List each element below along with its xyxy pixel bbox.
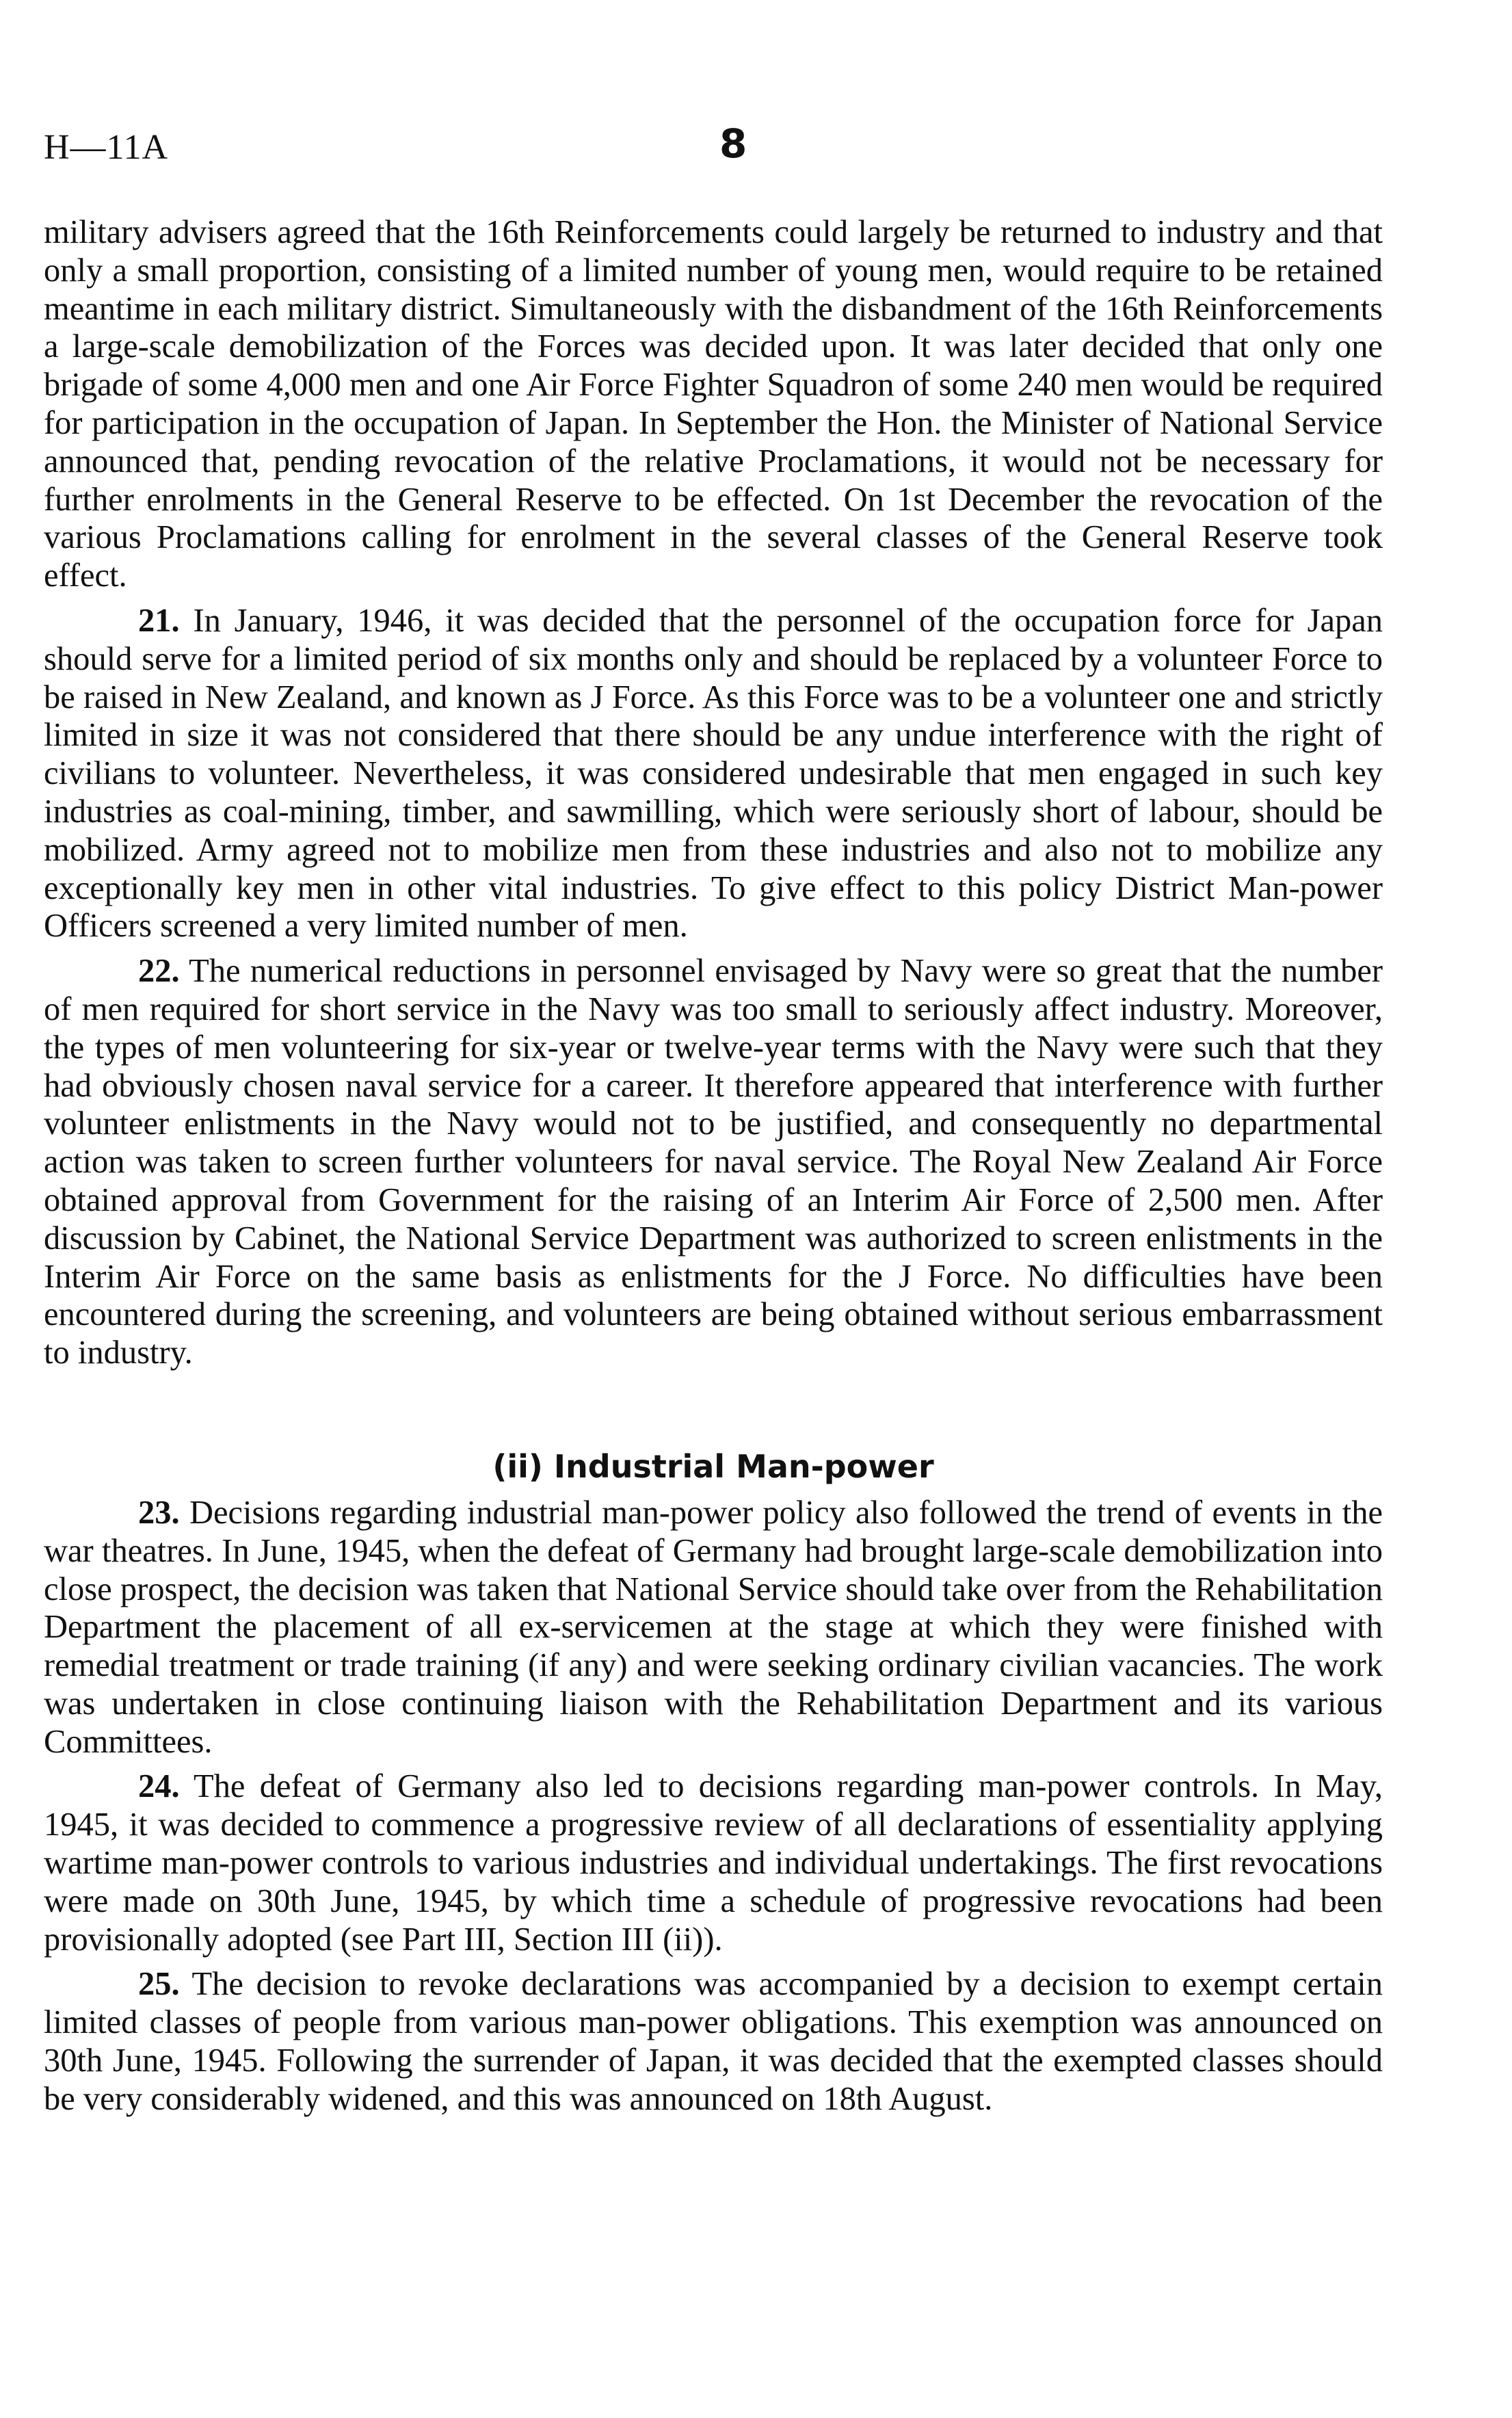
page-number: 8 — [719, 120, 747, 167]
body-text — [44, 213, 1383, 2118]
paragraph-text: In January, 1946, it was decided that the personnel of the occupation force for Japan should serve for a limited period of six months only and should be replaced by a volunteer Force to be raised in New Zealand, and known as J Force. As this Force was to be a volunteer one and strictly limited in size it was not considered that there should be any undue interference with the right of civilians to volunteer. Nevertheless, it was considered undesirable that men engaged in such key industries as coal-mining, timber, and sawmilling, which were seriously short of labour, should be mobilized. Army agreed not to mobilize men from these industries and also not to mobilize any exceptionally key men in other vital industries. To give effect to this policy District Man-power Officers screened a very limited number of men. — [44, 602, 1383, 945]
paragraph-25 — [44, 1965, 1383, 2118]
document-id: H—11A — [44, 128, 169, 167]
section-heading: (ii) Industrial Man-power — [492, 1447, 934, 1485]
paragraph-number: 25. — [138, 1966, 180, 2003]
paragraph-number: 23. — [138, 1494, 180, 1531]
paragraph-text: The numerical reductions in personnel envisaged by Navy were so great that the number of men required for short service in the Navy was too small to seriously affect industry. Moreover, the types of men volunteering for six-year or twelve-year terms with the Navy were such that they had obviously chosen naval service for a career. It therefore appeared that interference with further volunteer enlistments in the Navy would not to be justified, and consequently no departmental action was taken to screen further volunteers for naval service. The Royal New Zealand Air Force obtained approval from Government for the raising of an Interim Air Force of 2,500 men. After discussion by Cabinet, the National Service Department was authorized to screen enlistments in the Interim Air Force on the same basis as enlistments for the J Force. No difficulties have been encountered during the screening, and volunteers are being obtained without serious embarrassment to industry. — [44, 953, 1383, 1371]
paragraph-text: The defeat of Germany also led to decisions regarding man-power controls. In May, 1945, it was decided to commence a progressive review of all declarations of essentiality applying wartime man-power controls to various industries and individual undertakings. The first revocations were made on 30th June, 1945, by which time a schedule of progressive revocations had been provisionally adopted (see Part III, Section III (ii)). — [44, 1768, 1383, 1958]
paragraph-24 — [44, 1767, 1383, 1958]
paragraph-number: 21. — [138, 602, 180, 639]
paragraph-text: Decisions regarding industrial man-power policy also followed the trend of events in the war theatres. In June, 1945, when the defeat of Germany had brought large-scale demobilization into close prospect, the decision was taken that National Service should take over from the Rehabilitation Department the placement of all ex-servicemen at the stage at which they were finished with remedial treatment or trade training (if any) and were seeking ordinary civilian vacancies. The work was undertaken in close continuing liaison with the Rehabilitation Department and its various Committees. — [44, 1494, 1383, 1760]
paragraph-22 — [44, 952, 1383, 1372]
paragraph-23 — [44, 1494, 1383, 1761]
paragraph-number: 24. — [138, 1768, 180, 1805]
paragraph-text: The decision to revoke declarations was accompanied by a decision to exempt certain limited classes of people from various man-power obligations. This exemption was announced on 30th June, 1945. Following the surrender of Japan, it was decided that the exempted classes should be very considerably widened, and this was announced on 18th August. — [44, 1966, 1383, 2117]
paragraph-number: 22. — [138, 953, 180, 990]
continuation-paragraph: military advisers agreed that the 16th Reinforcements could largely be returned to industry and that only a small proportion, consisting of a limited number of young men, would require to be retained meantime in each military district. Simultaneously with the disbandment of the 16th Reinforcements a large-scale demobilization of the Forces was decided upon. It was later decided that only one brigade of some 4,000 men and one Air Force Fighter Squadron of some 240 men would be required for participation in the occupation of Japan. In September the Hon. the Minister of National Service announced that, pending revocation of the relative Proclamations, it would not be necessary for further enrolments in the General Reserve to be effected. On 1st December the revocation of the various Proclamations calling for enrolment in the several classes of the General Reserve took effect. — [44, 214, 1383, 594]
paragraph-21 — [44, 602, 1383, 945]
